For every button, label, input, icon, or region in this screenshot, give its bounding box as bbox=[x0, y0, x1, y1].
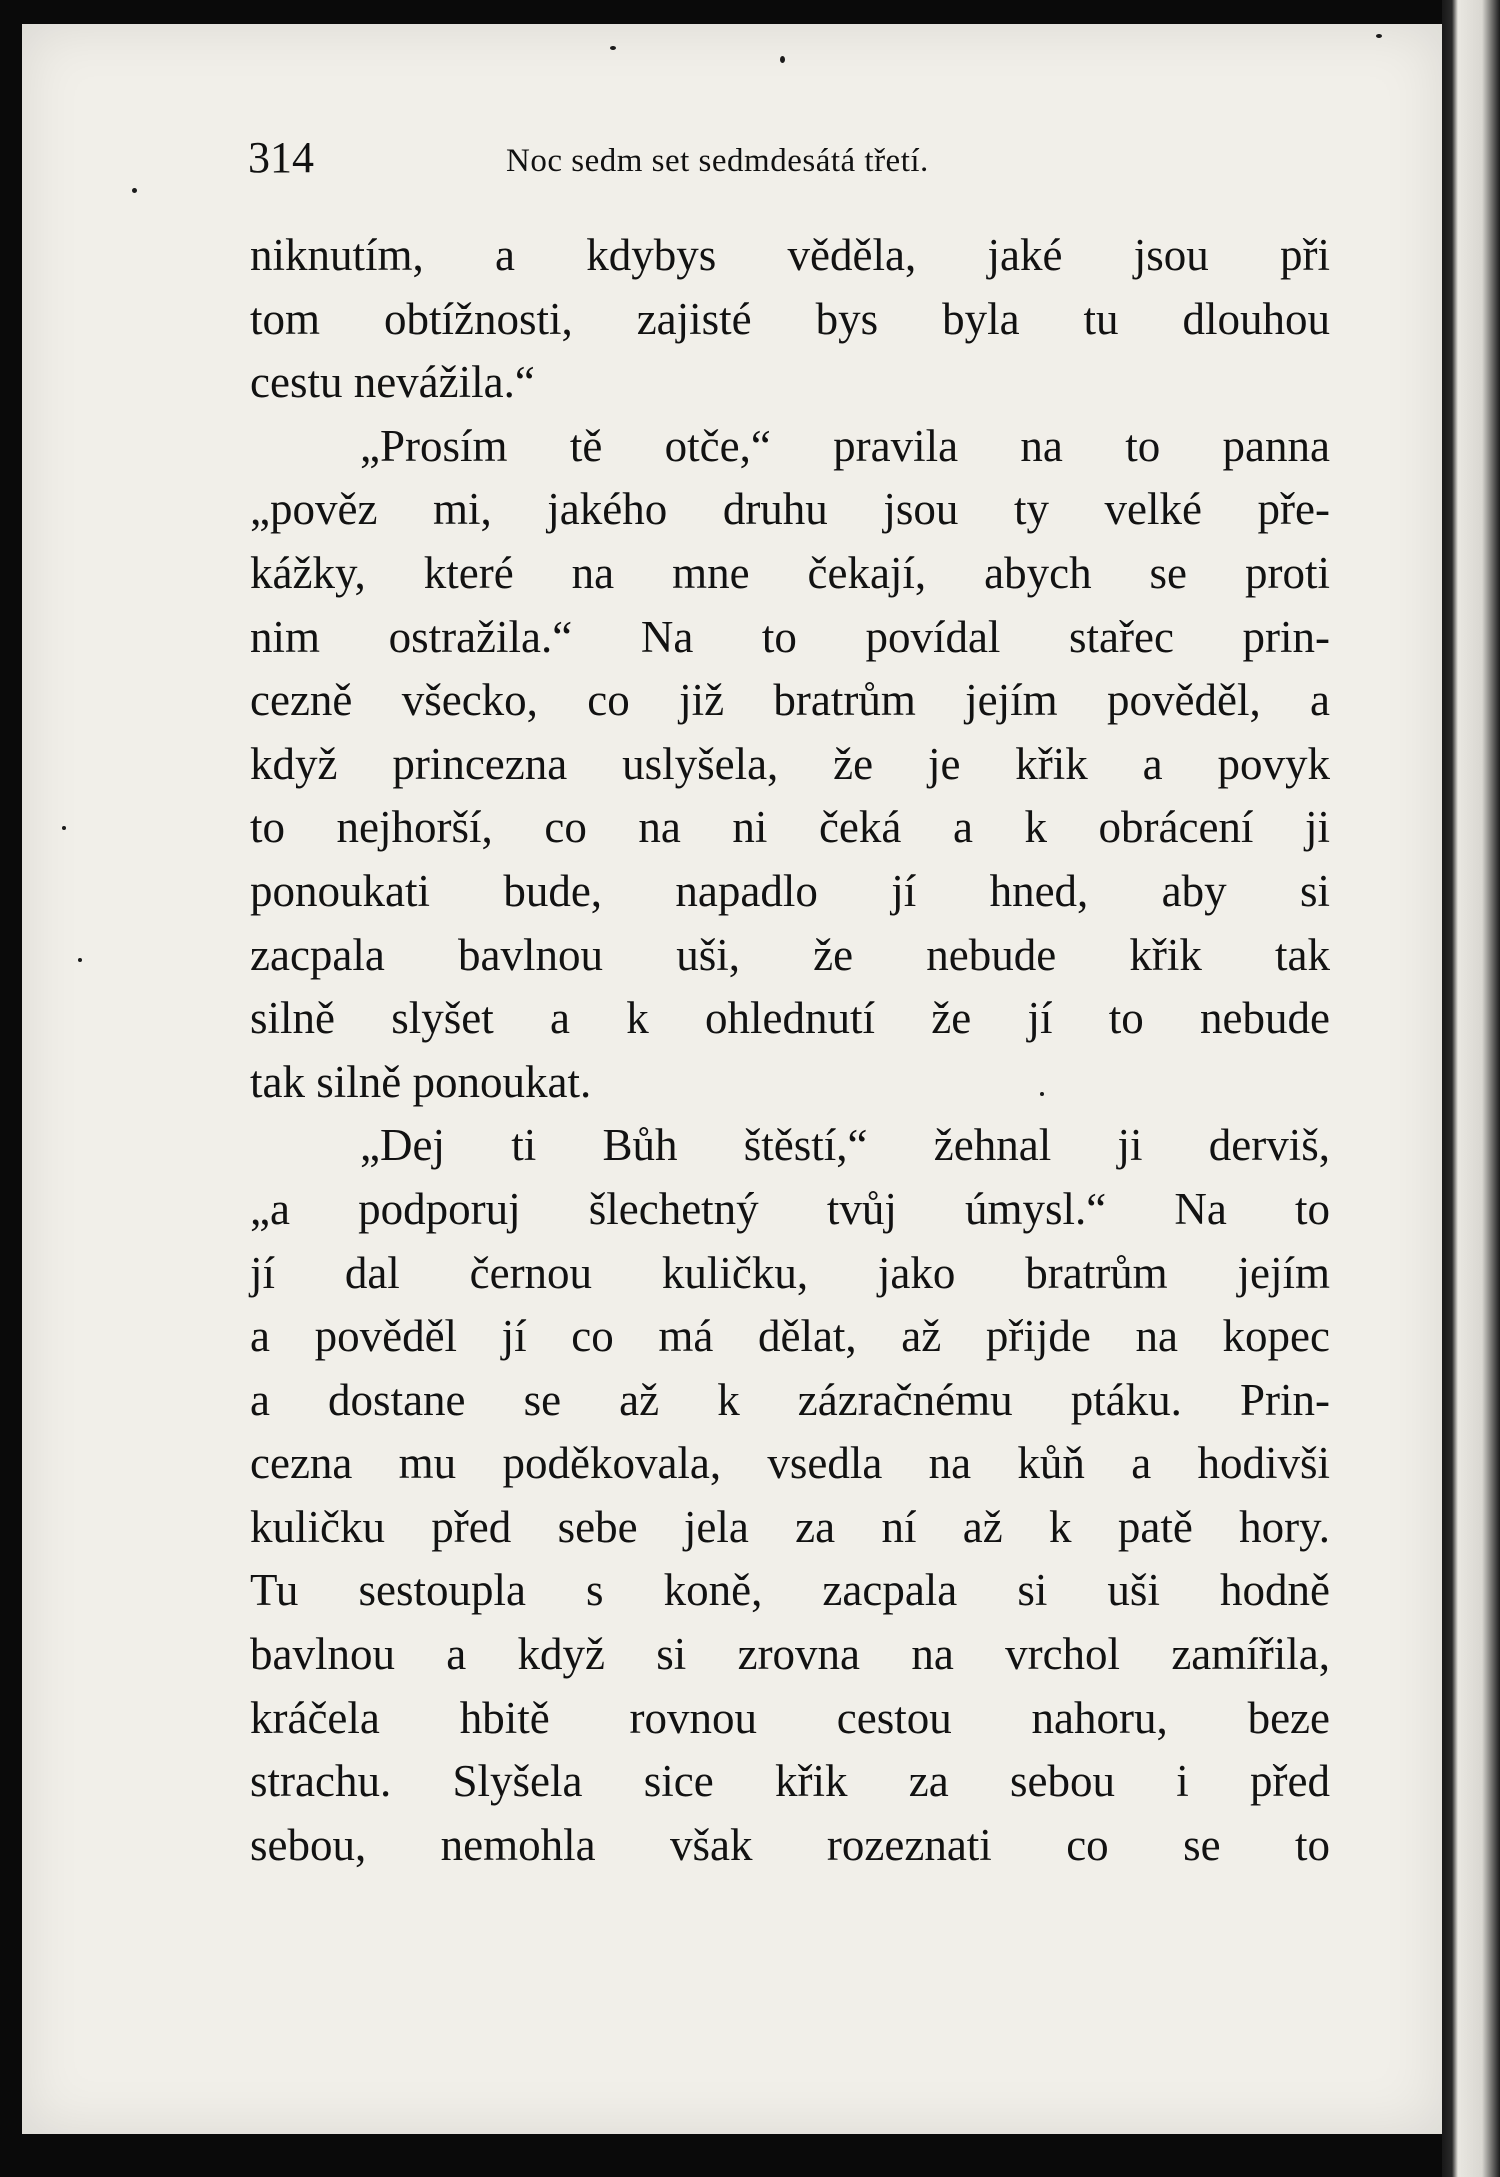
text-line: bavlnou a když si zrovna na vrchol zamířila, bbox=[250, 1629, 1330, 1680]
scan-speck bbox=[62, 826, 66, 830]
adjacent-page-edge bbox=[1442, 0, 1500, 2177]
text-line: cestu nevážila.“ bbox=[250, 357, 535, 408]
text-line: „Prosím tě otče,“ pravila na to panna bbox=[360, 420, 1330, 471]
text-line: cezně všecko, co již bratrům jejím pověděl, a bbox=[250, 675, 1330, 726]
text-line: Tu sestoupla s koně, zacpala si uši hodně bbox=[250, 1565, 1330, 1616]
running-head: Noc sedm set sedmdesátá třetí. bbox=[506, 143, 929, 179]
text-line: cezna mu poděkovala, vsedla na kůň a hodivši bbox=[250, 1438, 1330, 1489]
scan-speck bbox=[610, 46, 616, 50]
text-line: silně slyšet a k ohlednutí že jí to nebude bbox=[250, 993, 1330, 1044]
scan-speck bbox=[780, 56, 785, 63]
text-line: tak silně ponoukat. bbox=[250, 1056, 592, 1107]
text-line: tom obtížnosti, zajisté bys byla tu dlouhou bbox=[250, 293, 1330, 344]
text-line: zacpala bavlnou uši, že nebude křik tak bbox=[250, 929, 1330, 980]
text-line: „pověz mi, jakého druhu jsou ty velké pře- bbox=[250, 484, 1330, 535]
scan-speck bbox=[132, 188, 137, 193]
text-line: „Dej ti Bůh štěstí,“ žehnal ji derviš, bbox=[360, 1120, 1330, 1171]
text-line: sebou, nemohla však rozeznati co se to bbox=[250, 1819, 1330, 1870]
text-line: kážky, které na mne čekají, abych se proti bbox=[250, 547, 1330, 598]
text-line: když princezna uslyšela, že je křik a povyk bbox=[250, 738, 1330, 789]
text-line: „a podporuj šlechetný tvůj úmysl.“ Na to bbox=[250, 1183, 1330, 1234]
text-line: strachu. Slyšela sice křik za sebou i před bbox=[250, 1756, 1330, 1807]
text-line: niknutím, a kdybys věděla, jaké jsou při bbox=[250, 230, 1330, 280]
scan-speck bbox=[1376, 34, 1382, 38]
scan-speck bbox=[78, 958, 82, 962]
text-line: nim ostražila.“ Na to povídal stařec prin- bbox=[250, 611, 1330, 662]
text-line: to nejhorší, co na ni čeká a k obrácení ji bbox=[250, 802, 1330, 853]
page-number: 314 bbox=[248, 133, 314, 182]
scan-speck bbox=[1040, 1092, 1044, 1096]
text-line: kuličku před sebe jela za ní až k patě hory. bbox=[250, 1501, 1330, 1552]
text-line: kráčela hbitě rovnou cestou nahoru, beze bbox=[250, 1692, 1330, 1743]
text-line: jí dal černou kuličku, jako bratrům jejím bbox=[250, 1247, 1330, 1298]
text-line: a dostane se až k zázračnému ptáku. Prin- bbox=[250, 1374, 1330, 1425]
page-header bbox=[248, 128, 1328, 188]
body-text bbox=[250, 224, 1330, 1877]
text-line: ponoukati bude, napadlo jí hned, aby si bbox=[250, 865, 1330, 916]
text-line: a pověděl jí co má dělat, až přijde na kopec bbox=[250, 1311, 1330, 1362]
